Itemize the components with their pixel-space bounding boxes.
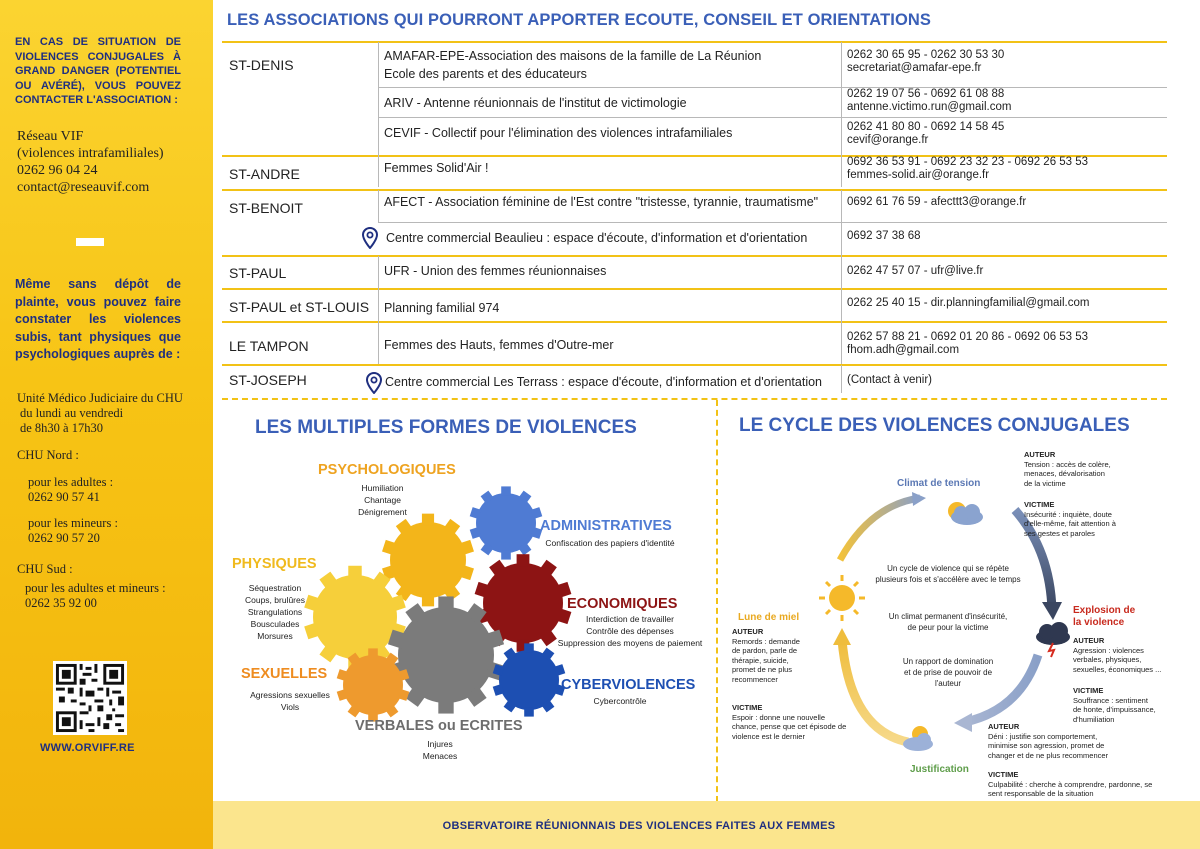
associations-title: LES ASSOCIATIONS QUI POURRONT APPORTER ECOUTE, CONSEIL ET ORIENTATIONS	[227, 11, 932, 29]
violence-detail: Menaces	[422, 751, 458, 761]
org-contact[interactable]: cevif@orange.fr	[847, 134, 929, 146]
umj-line1: Unité Médico Judiciaire du CHU	[17, 391, 183, 405]
gear-psychologique	[382, 514, 474, 607]
violence-detail: Viols	[280, 702, 300, 712]
org-name: AMAFAR-EPE-Association des maisons de la famille de La Réunion	[384, 49, 762, 63]
justification-victime: VICTIME Culpabilité : cherche à comprendre, pardonne, se sent responsable de la situation	[988, 770, 1153, 798]
cycle-arrow	[840, 498, 920, 560]
town-st-andre: ST-ANDRE	[229, 166, 300, 182]
org-contact[interactable]: antenne.victimo.run@gmail.com	[847, 101, 1012, 113]
violence-detail: Séquestration	[248, 583, 302, 593]
col-divider	[378, 42, 379, 187]
row-border	[222, 255, 1167, 257]
violence-detail: Interdiction de travailler	[586, 614, 674, 624]
cloud-sun-icon	[948, 502, 983, 525]
row-border	[378, 117, 1167, 118]
col-divider	[841, 42, 842, 187]
tension-auteur: AUTEUR Tension : accès de colère, menaces, dévalorisation de la victime	[1024, 450, 1111, 488]
violence-detail: Cybercontrôle	[593, 696, 647, 706]
stage-explosion-2: la violence	[1073, 617, 1125, 628]
cycle-center-text-2: Un climat permanent d'insécurité, de peur pour la victime	[888, 612, 1008, 632]
plainte-text: Même sans dépôt de plainte, vous pouvez faire constater les violences subis, tant physiques que psychologiques auprès de :	[15, 277, 181, 361]
col-divider	[378, 190, 379, 222]
umj-line3: de 8h30 à 17h30	[20, 421, 103, 435]
org-contact[interactable]: 0262 30 65 95 - 0262 30 53 30	[847, 49, 1005, 61]
section-separator	[222, 398, 1167, 400]
violence-detail: Bousculades	[250, 619, 300, 629]
violence-detail: Strangulations	[247, 607, 303, 617]
lune-auteur: AUTEUR Remords : demande de pardon, parle de thérapie, suicide, promet de ne plus recommencer	[732, 627, 800, 684]
chu-sud-phone[interactable]: 0262 35 92 00	[25, 596, 97, 610]
org-contact[interactable]: secretariat@amafar-epe.fr	[847, 62, 982, 74]
org-contact: (Contact à venir)	[847, 374, 933, 386]
footer-text: OBSERVATOIRE RÉUNIONNAIS DES VIOLENCES FAITES AUX FEMMES	[442, 820, 836, 832]
org-name: Femmes des Hauts, femmes d'Outre-mer	[384, 338, 614, 352]
storm-cloud-icon	[1036, 622, 1070, 657]
chu-nord-minors-label: pour les mineurs :	[28, 516, 118, 530]
violence-detail: Suppression des moyens de paiement	[557, 638, 703, 648]
row-border	[222, 288, 1167, 290]
chu-nord-title: CHU Nord :	[17, 448, 79, 462]
violence-cyberviolences: CYBERVIOLENCES	[561, 677, 696, 693]
violence-verbales: VERBALES ou ECRITES	[355, 718, 523, 734]
qr-code[interactable]	[53, 661, 127, 735]
explosion-auteur: AUTEUR Agression : violences verbales, physiques, sexuelles, économiques ...	[1073, 636, 1162, 674]
justification-auteur: AUTEUR Déni : justifie son comportement, minimise son agression, promet de changer et de ne plus recommencer	[988, 722, 1109, 760]
footer	[213, 801, 1200, 849]
org-contact[interactable]: 0262 57 88 21 - 0692 01 20 86 - 0692 06 53 53	[847, 331, 1089, 343]
website-link[interactable]: WWW.ORVIFF.RE	[40, 742, 135, 754]
org-contact[interactable]: fhom.adh@gmail.com	[847, 344, 960, 356]
town-st-paul-st-louis: ST-PAUL et ST-LOUIS	[229, 299, 370, 315]
violence-detail: Dénigrement	[358, 507, 407, 517]
violence-detail: Humiliation	[361, 483, 404, 493]
town-st-denis: ST-DENIS	[229, 57, 294, 73]
divider-dash	[76, 238, 104, 246]
stage-explosion-1: Explosion de	[1073, 605, 1136, 616]
town-st-joseph: ST-JOSEPH	[229, 372, 307, 388]
org-contact[interactable]: femmes-solid.air@orange.fr	[847, 169, 990, 181]
forms-title: LES MULTIPLES FORMES DE VIOLENCES	[255, 417, 637, 438]
org-name: ARIV - Antenne réunionnais de l'institut de victimologie	[384, 96, 687, 110]
col-divider	[841, 190, 842, 364]
org-contact[interactable]: 0262 19 07 56 - 0692 61 08 88	[847, 88, 1005, 100]
stage-lune-de-miel: Lune de miel	[738, 612, 800, 623]
cycle-title: LE CYCLE DES VIOLENCES CONJUGALES	[739, 415, 1130, 436]
explosion-victime: VICTIME Souffrance : sentiment de honte, d'impuissance, d'humiliation	[1073, 686, 1156, 724]
col-divider	[378, 256, 379, 364]
violence-detail: Agressions sexuelles	[250, 690, 330, 700]
chu-nord-adults-phone[interactable]: 0262 90 57 41	[28, 490, 100, 504]
chu-sud-label: pour les adultes et mineurs :	[25, 581, 166, 595]
row-border	[378, 87, 1167, 88]
org-contact[interactable]: 0692 61 76 59 - afecttt3@orange.fr	[847, 196, 1027, 208]
location-pin-icon	[366, 372, 382, 394]
lune-victime: VICTIME Espoir : donne une nouvelle chance, pense que cet épisode de violence est le dernier	[732, 703, 847, 741]
qr-code-icon	[53, 661, 127, 735]
alert-text: EN CAS DE SITUATION DE VIOLENCES CONJUGALES À GRAND DANGER (POTENTIEL OU AVÉRÉ), VOUS POUVEZ CONTACTER L'ASSOCIATION :	[15, 36, 181, 106]
violence-physiques: PHYSIQUES	[232, 556, 317, 572]
org-contact[interactable]: 0262 41 80 80 - 0692 14 58 45	[847, 121, 1005, 133]
row-border	[222, 189, 1167, 191]
reseau-desc: (violences intrafamiliales)	[17, 146, 164, 161]
violence-administratives: ADMINISTRATIVES	[540, 518, 672, 534]
violence-detail: Contrôle des dépenses	[586, 626, 674, 636]
cycle-center-text-3: Un rapport de domination et de prise de pouvoir de l'auteur	[902, 657, 994, 688]
org-name: Planning familial 974	[384, 301, 500, 315]
reseau-phone[interactable]: 0262 96 04 24	[17, 163, 98, 178]
chu-nord-minors-phone[interactable]: 0262 90 57 20	[28, 531, 100, 545]
org-contact[interactable]: 0692 36 53 91 - 0692 23 32 23 - 0692 26 53 53	[847, 156, 1089, 168]
org-name: AFECT - Association féminine de l'Est contre "tristesse, tyrannie, traumatisme"	[384, 195, 819, 209]
org-name: Centre commercial Les Terrass : espace d'écoute, d'information et d'orientation	[385, 375, 823, 389]
org-contact[interactable]: 0262 47 57 07 - ufr@live.fr	[847, 265, 984, 277]
violence-sexuelles: SEXUELLES	[241, 666, 328, 682]
row-border	[222, 364, 1167, 366]
org-contact[interactable]: 0692 37 38 68	[847, 230, 921, 242]
violence-detail: Confiscation des papiers d'identité	[545, 538, 675, 548]
sidebar	[0, 0, 213, 849]
umj-line2: du lundi au vendredi	[20, 406, 124, 420]
reseau-email[interactable]: contact@reseauvif.com	[17, 180, 150, 195]
town-le-tampon: LE TAMPON	[229, 338, 309, 354]
cycle-arrowhead	[912, 492, 926, 506]
town-st-benoit: ST-BENOIT	[229, 200, 303, 216]
row-border	[222, 321, 1167, 323]
tension-victime: VICTIME Insécurité : inquiète, doute d'elle-même, fait attention à ses gestes et paroles	[1024, 500, 1116, 538]
violence-detail: Morsures	[257, 631, 293, 641]
col-divider	[841, 365, 842, 393]
org-name: UFR - Union des femmes réunionnaises	[384, 264, 607, 278]
row-border	[222, 41, 1167, 43]
cycle-arrowhead	[954, 713, 972, 732]
row-border	[378, 222, 1167, 223]
violence-detail: Coups, brulûres	[244, 595, 305, 605]
chu-sud-title: CHU Sud :	[17, 562, 73, 576]
section-separator	[716, 400, 718, 802]
cycle-arrowhead	[833, 628, 851, 645]
gear-administrative	[470, 486, 543, 559]
chu-nord-adults-label: pour les adultes :	[28, 475, 114, 489]
org-name: Centre commercial Beaulieu : espace d'écoute, d'information et d'orientation	[386, 231, 808, 245]
org-name: Ecole des parents et des éducateurs	[384, 67, 587, 81]
stage-justification: Justification	[910, 764, 969, 775]
reseau-name: Réseau VIF	[17, 129, 84, 144]
stage-tension: Climat de tension	[897, 478, 981, 489]
violence-economiques: ECONOMIQUES	[567, 596, 678, 612]
violence-detail: Chantage	[364, 495, 401, 505]
violence-detail: Injures	[427, 739, 453, 749]
org-name: CEVIF - Collectif pour l'élimination des violences intrafamiliales	[384, 126, 733, 140]
gear-cyber	[493, 643, 566, 716]
violence-psychologiques: PSYCHOLOGIQUES	[318, 462, 456, 478]
cycle-arrowhead	[1042, 602, 1062, 620]
town-st-paul: ST-PAUL	[229, 265, 287, 281]
location-pin-icon	[362, 227, 378, 249]
org-contact[interactable]: 0262 25 40 15 - dir.planningfamilial@gmail.com	[847, 297, 1090, 309]
cycle-center-text-1: Un cycle de violence qui se répète plusieurs fois et s'accélère avec le temps	[875, 564, 1021, 584]
org-name: Femmes Solid'Air !	[384, 161, 489, 175]
